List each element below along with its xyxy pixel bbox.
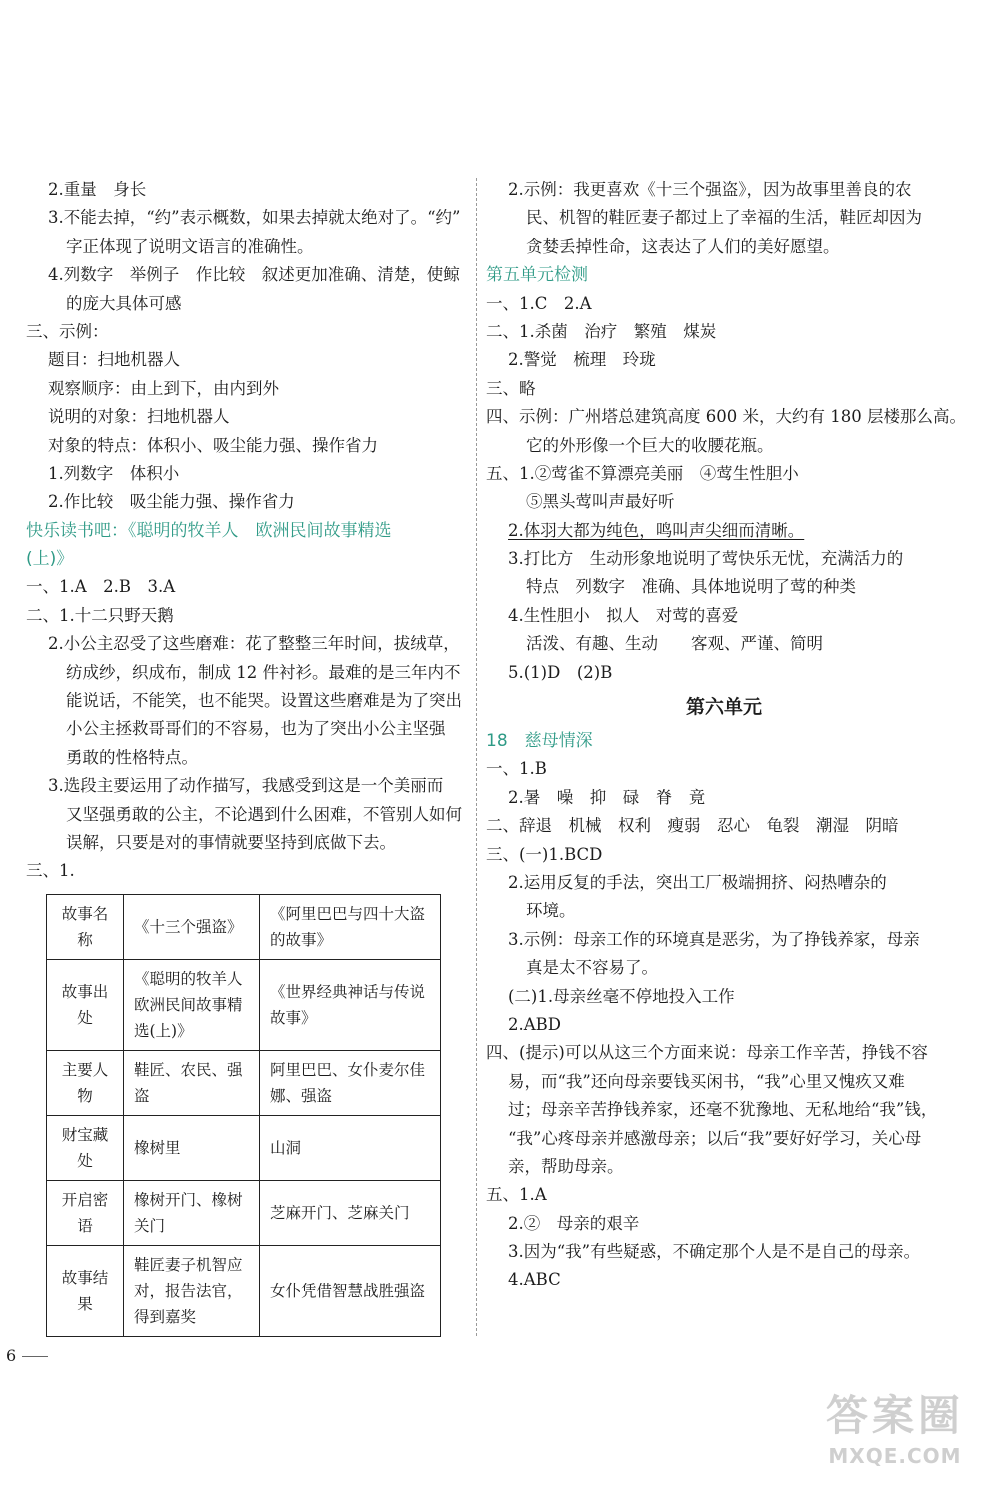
- answer-line: 2.体羽大都为纯色，鸣叫声尖细而清晰。: [508, 520, 805, 540]
- answer-line: ⑤黑头莺叫声最好听: [526, 492, 675, 512]
- table-row: [47, 1180, 441, 1245]
- answer-line: 说明的对象：扫地机器人: [48, 407, 230, 427]
- answer-line: 4.生性胆小 拟人 对莺的喜爱: [508, 605, 739, 625]
- table-cell: 女仆凭借智慧战胜强盗: [260, 1245, 441, 1336]
- section-heading: 18 慈母情深: [486, 731, 593, 752]
- answer-line: 2.警觉 梳理 玲珑: [508, 350, 656, 370]
- answer-line: 误解，只要是对的事情就要坚持到底做下去。: [66, 832, 396, 852]
- section-heading: 第五单元检测: [486, 265, 588, 286]
- table-row: [47, 1245, 441, 1336]
- answer-line: 2.运用反复的手法，突出工厂极端拥挤、闷热嘈杂的: [508, 872, 887, 892]
- table-cell: 《十三个强盗》: [124, 894, 260, 959]
- answer-line: 4.列数字 举例子 作比较 叙述更加准确、清楚，使鲸: [48, 265, 460, 285]
- section-heading: 快乐读书吧：《聪明的牧羊人 欧洲民间故事精选: [26, 520, 392, 541]
- table-cell: 《聪明的牧羊人欧洲民间故事精选(上)》: [124, 959, 260, 1050]
- answer-line: 2.重量 身长: [48, 180, 147, 199]
- table-cell-key: 开启密语: [47, 1180, 124, 1245]
- answer-line: 易，而“我”还向母亲要钱买闲书，“我”心里又愧疚又难: [508, 1071, 905, 1091]
- answer-line: 它的外形像一个巨大的收腰花瓶。: [526, 435, 774, 455]
- table-row: [47, 959, 441, 1050]
- answer-line: 五、1.②莺雀不算漂亮美丽 ④莺生性胆小: [486, 463, 799, 483]
- answer-line: 3.选段主要运用了动作描写，我感受到这是一个美丽而: [48, 776, 444, 796]
- table-cell-key: 故事结果: [47, 1245, 124, 1336]
- table-cell-key: 故事出处: [47, 959, 124, 1050]
- answer-line: 二、1.杀菌 治疗 繁殖 煤炭: [486, 321, 717, 341]
- answer-line: 小公主拯救哥哥们的不容易，也为了突出小公主坚强: [66, 719, 446, 739]
- section-heading: (上)》: [26, 549, 74, 570]
- answer-line: 字正体现了说明文语言的准确性。: [66, 236, 314, 256]
- page-number-text: 6: [6, 1346, 17, 1365]
- answer-line: 环境。: [526, 901, 576, 921]
- answer-line: 二、1.十二只野天鹅: [26, 605, 174, 625]
- answer-line: 真是太不容易了。: [526, 958, 658, 978]
- answer-line: 三、示例：: [26, 321, 109, 341]
- answer-line: 1.列数字 体积小: [48, 463, 180, 483]
- table-cell: 鞋匠、农民、强盗: [124, 1050, 260, 1115]
- answer-line: 4.ABC: [508, 1270, 561, 1290]
- story-comparison-table: [46, 894, 441, 1337]
- page-number: [6, 1346, 48, 1365]
- left-column: [26, 176, 466, 1337]
- answer-line: 的庞大具体可感: [66, 293, 182, 313]
- answer-line: 3.不能去掉，“约”表示概数，如果去掉就太绝对了。“约”: [48, 208, 461, 228]
- watermark-logo: [820, 1388, 970, 1484]
- answer-line: 过；母亲辛苦挣钱养家，还毫不犹豫地、无私地给“我”钱，: [508, 1100, 938, 1120]
- table-cell-key: 财宝藏处: [47, 1115, 124, 1180]
- answer-line: 题目：扫地机器人: [48, 350, 180, 370]
- answer-line: 五、1.A: [486, 1185, 547, 1205]
- unit-title: 第六单元: [685, 696, 762, 719]
- table-cell: 芝麻开门、芝麻关门: [260, 1180, 441, 1245]
- answer-line: 活泼、有趣、生动 客观、严谨、简明: [526, 634, 823, 654]
- table-row: [47, 1115, 441, 1180]
- column-divider: [476, 178, 477, 1336]
- answer-line: 四、示例：广州塔总建筑高度 600 米，大约有 180 层楼那么高。: [486, 407, 966, 427]
- answer-line: 四、(提示)可以从这三个方面来说：母亲工作辛苦，挣钱不容: [486, 1043, 928, 1063]
- answer-line: 3.示例：母亲工作的环境真是恶劣，为了挣钱养家，母亲: [508, 929, 920, 949]
- answer-line: 一、1.C 2.A: [486, 293, 592, 313]
- table-cell: 山洞: [260, 1115, 441, 1180]
- table-cell: 橡树里: [124, 1115, 260, 1180]
- table-cell: 《阿里巴巴与四十大盗的故事》: [260, 894, 441, 959]
- answer-line: 2.示例：我更喜欢《十三个强盗》，因为故事里善良的农: [508, 180, 912, 199]
- answer-line: 三、(一)1.BCD: [486, 844, 603, 864]
- answer-line: 2.ABD: [508, 1014, 562, 1034]
- answer-line: 勇敢的性格特点。: [66, 747, 198, 767]
- answer-line: 一、1.A 2.B 3.A: [26, 577, 176, 597]
- table-row: [47, 1050, 441, 1115]
- table-cell-key: 故事名称: [47, 894, 124, 959]
- table-cell-key: 主要人物: [47, 1050, 124, 1115]
- answer-line: 2.作比较 吸尘能力强、操作省力: [48, 492, 295, 512]
- answer-line: 民、机智的鞋匠妻子都过上了幸福的生活，鞋匠却因为: [526, 208, 922, 228]
- answer-line: 对象的特点：体积小、吸尘能力强、操作省力: [48, 435, 378, 455]
- answer-line: 特点 列数字 准确、具体地说明了莺的种类: [526, 577, 856, 597]
- answer-line: 2.② 母亲的艰辛: [508, 1213, 640, 1233]
- answer-line: 3.打比方 生动形象地说明了莺快乐无忧，充满活力的: [508, 549, 904, 569]
- answer-line: 3.因为“我”有些疑惑，不确定那个人是不是自己的母亲。: [508, 1242, 921, 1262]
- watermark-main: 答案圈: [825, 1391, 964, 1440]
- answer-line: 5.(1)D (2)B: [508, 662, 613, 682]
- answer-line: 2.小公主忍受了这些磨难：花了整整三年时间，拔绒草，: [48, 634, 460, 654]
- table-cell: 《世界经典神话与传说故事》: [260, 959, 441, 1050]
- watermark-url: MXQE.COM: [828, 1444, 962, 1468]
- answer-line: 亲，帮助母亲。: [508, 1156, 624, 1176]
- answer-line: “我”心疼母亲并感激母亲；以后“我”要好好学习，关心母: [508, 1128, 922, 1148]
- table-cell: 鞋匠妻子机智应对，报告法官，得到嘉奖: [124, 1245, 260, 1336]
- table-row: [47, 894, 441, 959]
- answer-line: 2.暑 噪 抑 碌 脊 竟: [508, 787, 706, 807]
- answer-line: 贪婪丢掉性命，这表达了人们的美好愿望。: [526, 236, 840, 256]
- table-cell: 阿里巴巴、女仆麦尔佳娜、强盗: [260, 1050, 441, 1115]
- answer-line: 观察顺序：由上到下，由内到外: [48, 378, 279, 398]
- answer-line: 二、辞退 机械 权利 瘦弱 忍心 龟裂 潮湿 阴暗: [486, 816, 899, 836]
- answer-line: 一、1.B: [486, 759, 547, 779]
- answer-line: (二)1.母亲丝毫不停地投入工作: [508, 986, 735, 1006]
- page-number-rule: [22, 1356, 48, 1357]
- answer-line: 三、1.: [26, 861, 75, 881]
- answer-line: 三、略: [486, 378, 536, 398]
- answer-line: 纺成纱，织成布，制成 12 件衬衫。最难的是三年内不: [66, 662, 461, 682]
- table-cell: 橡树开门、橡树关门: [124, 1180, 260, 1245]
- answer-line: 能说话，不能笑，也不能哭。设置这些磨难是为了突出: [66, 691, 462, 711]
- right-column: [486, 176, 966, 1295]
- answer-line: 又坚强勇敢的公主，不论遇到什么困难，不管别人如何: [66, 804, 462, 824]
